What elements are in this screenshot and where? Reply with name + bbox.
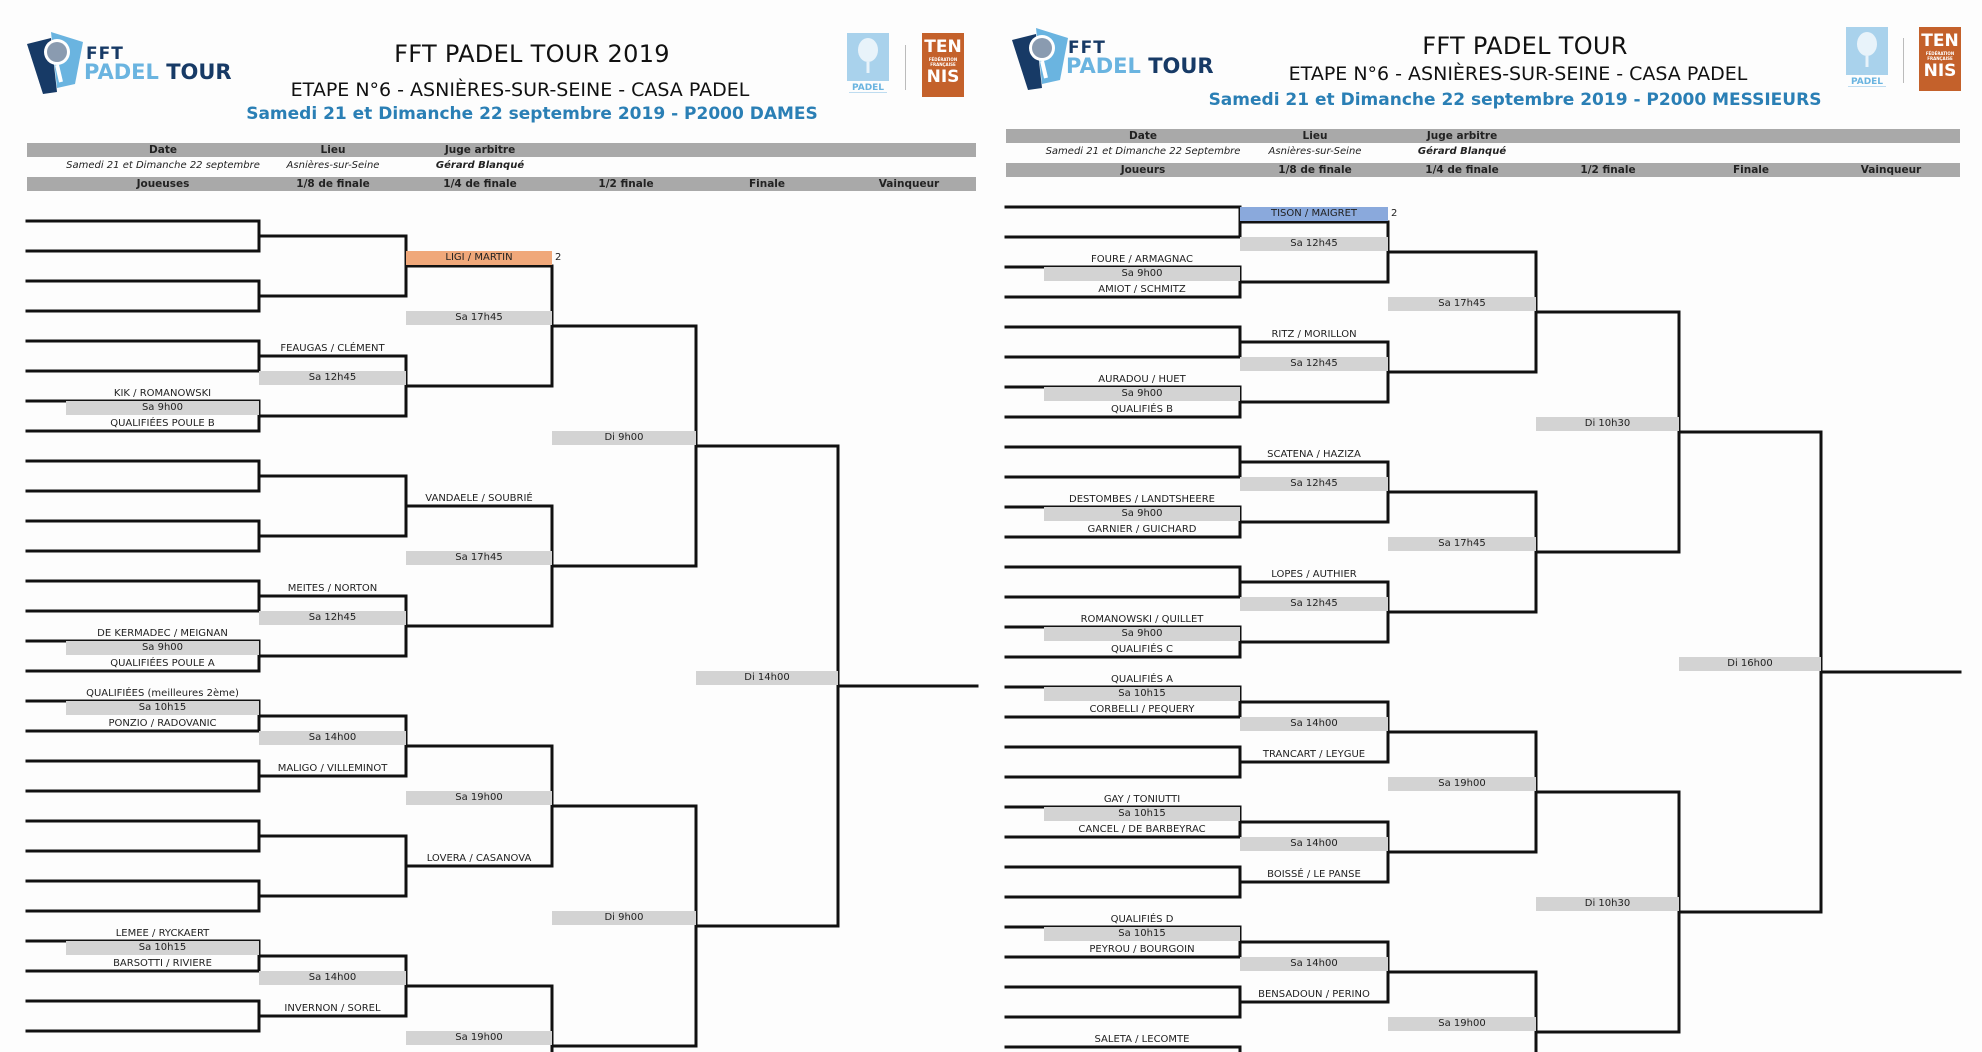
team-label: BARSOTTI / RIVIERE (113, 958, 212, 969)
match-time: Sa 14h00 (259, 731, 406, 745)
match-time: Sa 17h45 (1388, 297, 1536, 311)
match-time: Sa 10h15 (1044, 807, 1240, 821)
round-header-final: Finale (1732, 164, 1770, 176)
info-lieu-value: Asnières-sur-Seine (1268, 146, 1362, 157)
tennis-logo-top: TEN (924, 37, 962, 57)
match-time: Sa 9h00 (66, 401, 259, 415)
logo-text-fft: FFT (1068, 38, 1106, 58)
match-time: Di 9h00 (552, 431, 696, 445)
team-label: MALIGO / VILLEMINOT (277, 763, 388, 774)
team-label: QUALIFIÉES POULE B (110, 418, 215, 429)
match-time: Sa 14h00 (1240, 957, 1388, 971)
match-time: Sa 9h00 (1044, 507, 1240, 521)
page-title: FFT PADEL TOUR 2019 (394, 40, 670, 68)
team-label: AURADOU / HUET (1098, 374, 1186, 385)
round-header-r16: 1/8 de finale (1278, 164, 1352, 176)
team-label: MEITES / NORTON (287, 583, 378, 594)
team-label: AMIOT / SCHMITZ (1098, 284, 1186, 295)
round-header-semi: 1/2 finale (598, 178, 654, 190)
page-title: FFT PADEL TOUR (1422, 32, 1628, 60)
match-time: Sa 12h45 (259, 611, 406, 625)
team-label: LEMEE / RYCKAERT (115, 928, 210, 939)
match-time: Sa 19h00 (406, 791, 552, 805)
header-juge-arbitre: Juge arbitre (444, 144, 516, 156)
team-label: SALETA / LECOMTE (1094, 1034, 1190, 1045)
match-time: Sa 19h00 (1388, 777, 1536, 791)
match-time: Sa 10h15 (1044, 927, 1240, 941)
info-date-value: Samedi 21 et Dimanche 22 septembre (66, 160, 260, 171)
match-time: Sa 17h45 (406, 551, 552, 565)
match-time: Di 10h30 (1536, 897, 1679, 911)
logo-text-tour: TOUR (166, 60, 232, 84)
round-header-winner: Vainqueur (878, 178, 940, 190)
match-time: Sa 12h45 (259, 371, 406, 385)
header-lieu: Lieu (1302, 130, 1328, 142)
match-time: Sa 9h00 (1044, 627, 1240, 641)
team-label: GAY / TONIUTTI (1103, 794, 1181, 805)
team-label: QUALIFIÉES (meilleures 2ème) (86, 688, 239, 699)
info-date-value: Samedi 21 et Dimanche 22 Septembre (1045, 146, 1241, 157)
team-label: DESTOMBES / LANDTSHEERE (1069, 494, 1215, 505)
team-label: QUALIFIÉS D (1110, 914, 1174, 925)
match-time: Sa 12h45 (1240, 357, 1388, 371)
match-time: Sa 14h00 (259, 971, 406, 985)
event-line: Samedi 21 et Dimanche 22 septembre 2019 - P2000 DAMES (246, 104, 818, 124)
info-juge-value: Gérard Blanqué (435, 160, 525, 171)
team-label: GARNIER / GUICHARD (1087, 524, 1197, 535)
page-subtitle: ETAPE N°6 - ASNIÈRES-SUR-SEINE - CASA PADEL (1288, 63, 1748, 85)
match-time: Sa 17h45 (1388, 537, 1536, 551)
team-label: CANCEL / DE BARBEYRAC (1078, 824, 1206, 835)
match-time: Sa 17h45 (406, 311, 552, 325)
team-label: PONZIO / RADOVANIC (108, 718, 217, 729)
team-label: QUALIFIÉS A (1111, 674, 1173, 685)
team-label: LOPES / AUTHIER (1271, 569, 1357, 580)
match-time: Sa 10h15 (66, 941, 259, 955)
header-date: Date (149, 144, 177, 156)
team-label-highlighted: TISON / MAIGRET (1240, 207, 1388, 221)
team-label: INVERNON / SOREL (284, 1003, 381, 1014)
match-time: Sa 12h45 (1240, 237, 1388, 251)
header-lieu: Lieu (320, 144, 346, 156)
match-time: Sa 12h45 (1240, 477, 1388, 491)
match-time: Sa 9h00 (66, 641, 259, 655)
match-time: Sa 9h00 (1044, 387, 1240, 401)
svg-text:PADEL: PADEL (851, 83, 885, 93)
match-time: Di 16h00 (1679, 657, 1821, 671)
team-label: FEAUGAS / CLÉMENT (280, 343, 385, 354)
match-time: Di 14h00 (696, 671, 838, 685)
team-label: KIK / ROMANOWSKI (113, 388, 212, 399)
info-lieu-value: Asnières-sur-Seine (286, 160, 380, 171)
round-header-quarter: 1/4 de finale (443, 178, 517, 190)
match-time: Sa 19h00 (1388, 1017, 1536, 1031)
seed-number: 2 (1391, 208, 1398, 219)
team-label-highlighted: LIGI / MARTIN (406, 251, 552, 265)
round-header-quarter: 1/4 de finale (1425, 164, 1499, 176)
team-label: PEYROU / BOURGOIN (1089, 944, 1195, 955)
header-juge-arbitre: Juge arbitre (1426, 130, 1498, 142)
match-time: Di 9h00 (552, 911, 696, 925)
team-label: CORBELLI / PEQUERY (1089, 704, 1195, 715)
team-label: LOVERA / CASANOVA (426, 853, 532, 864)
tennis-logo-bottom: NIS (1923, 61, 1957, 81)
round-header-r16: 1/8 de finale (296, 178, 370, 190)
team-label: RITZ / MORILLON (1271, 329, 1357, 340)
match-time: Sa 9h00 (1044, 267, 1240, 281)
round-header-players: Joueurs (1120, 164, 1166, 176)
round-header-winner: Vainqueur (1860, 164, 1922, 176)
event-line: Samedi 21 et Dimanche 22 septembre 2019 - P2000 MESSIEURS (1208, 90, 1822, 110)
team-label: ROMANOWSKI / QUILLET (1080, 614, 1204, 625)
logo-text-fft: FFT (86, 44, 124, 64)
match-time: Di 10h30 (1536, 417, 1679, 431)
match-time: Sa 14h00 (1240, 837, 1388, 851)
tennis-logo-small: FÉDÉRATION FRANÇAISE (1925, 51, 1955, 61)
team-label: BOISSÉ / LE PANSE (1267, 869, 1361, 880)
match-time: Sa 12h45 (1240, 597, 1388, 611)
match-time: Sa 10h15 (66, 701, 259, 715)
match-time: Sa 14h00 (1240, 717, 1388, 731)
tennis-logo-small: FÉDÉRATION FRANÇAISE (928, 57, 958, 67)
team-label: FOURE / ARMAGNAC (1091, 254, 1193, 265)
tennis-logo-top: TEN (1921, 31, 1959, 51)
logo-text-tour: TOUR (1148, 54, 1214, 78)
seed-number: 2 (555, 252, 562, 263)
team-label: QUALIFIÉES POULE A (110, 658, 215, 669)
round-header-final: Finale (748, 178, 786, 190)
team-label: BENSADOUN / PERINO (1258, 989, 1370, 1000)
tennis-logo-bottom: NIS (926, 67, 960, 87)
team-label: QUALIFIÉS C (1110, 644, 1174, 655)
info-juge-value: Gérard Blanqué (1417, 146, 1507, 157)
match-time: Sa 10h15 (1044, 687, 1240, 701)
logo-text-padel: PADEL (84, 60, 159, 84)
page-subtitle: ETAPE N°6 - ASNIÈRES-SUR-SEINE - CASA PADEL (290, 79, 750, 101)
team-label: DE KERMADEC / MEIGNAN (97, 628, 228, 639)
logo-text-padel: PADEL (1066, 54, 1141, 78)
round-header-semi: 1/2 finale (1580, 164, 1636, 176)
header-date: Date (1129, 130, 1157, 142)
team-label: SCATENA / HAZIZA (1267, 449, 1361, 460)
match-time: Sa 19h00 (406, 1031, 552, 1045)
team-label: VANDAELE / SOUBRIÉ (425, 493, 533, 504)
team-label: TRANCART / LEYGUE (1262, 749, 1366, 760)
svg-text:PADEL: PADEL (1850, 77, 1884, 87)
team-label: QUALIFIÉS B (1111, 404, 1173, 415)
round-header-players: Joueuses (136, 178, 190, 190)
